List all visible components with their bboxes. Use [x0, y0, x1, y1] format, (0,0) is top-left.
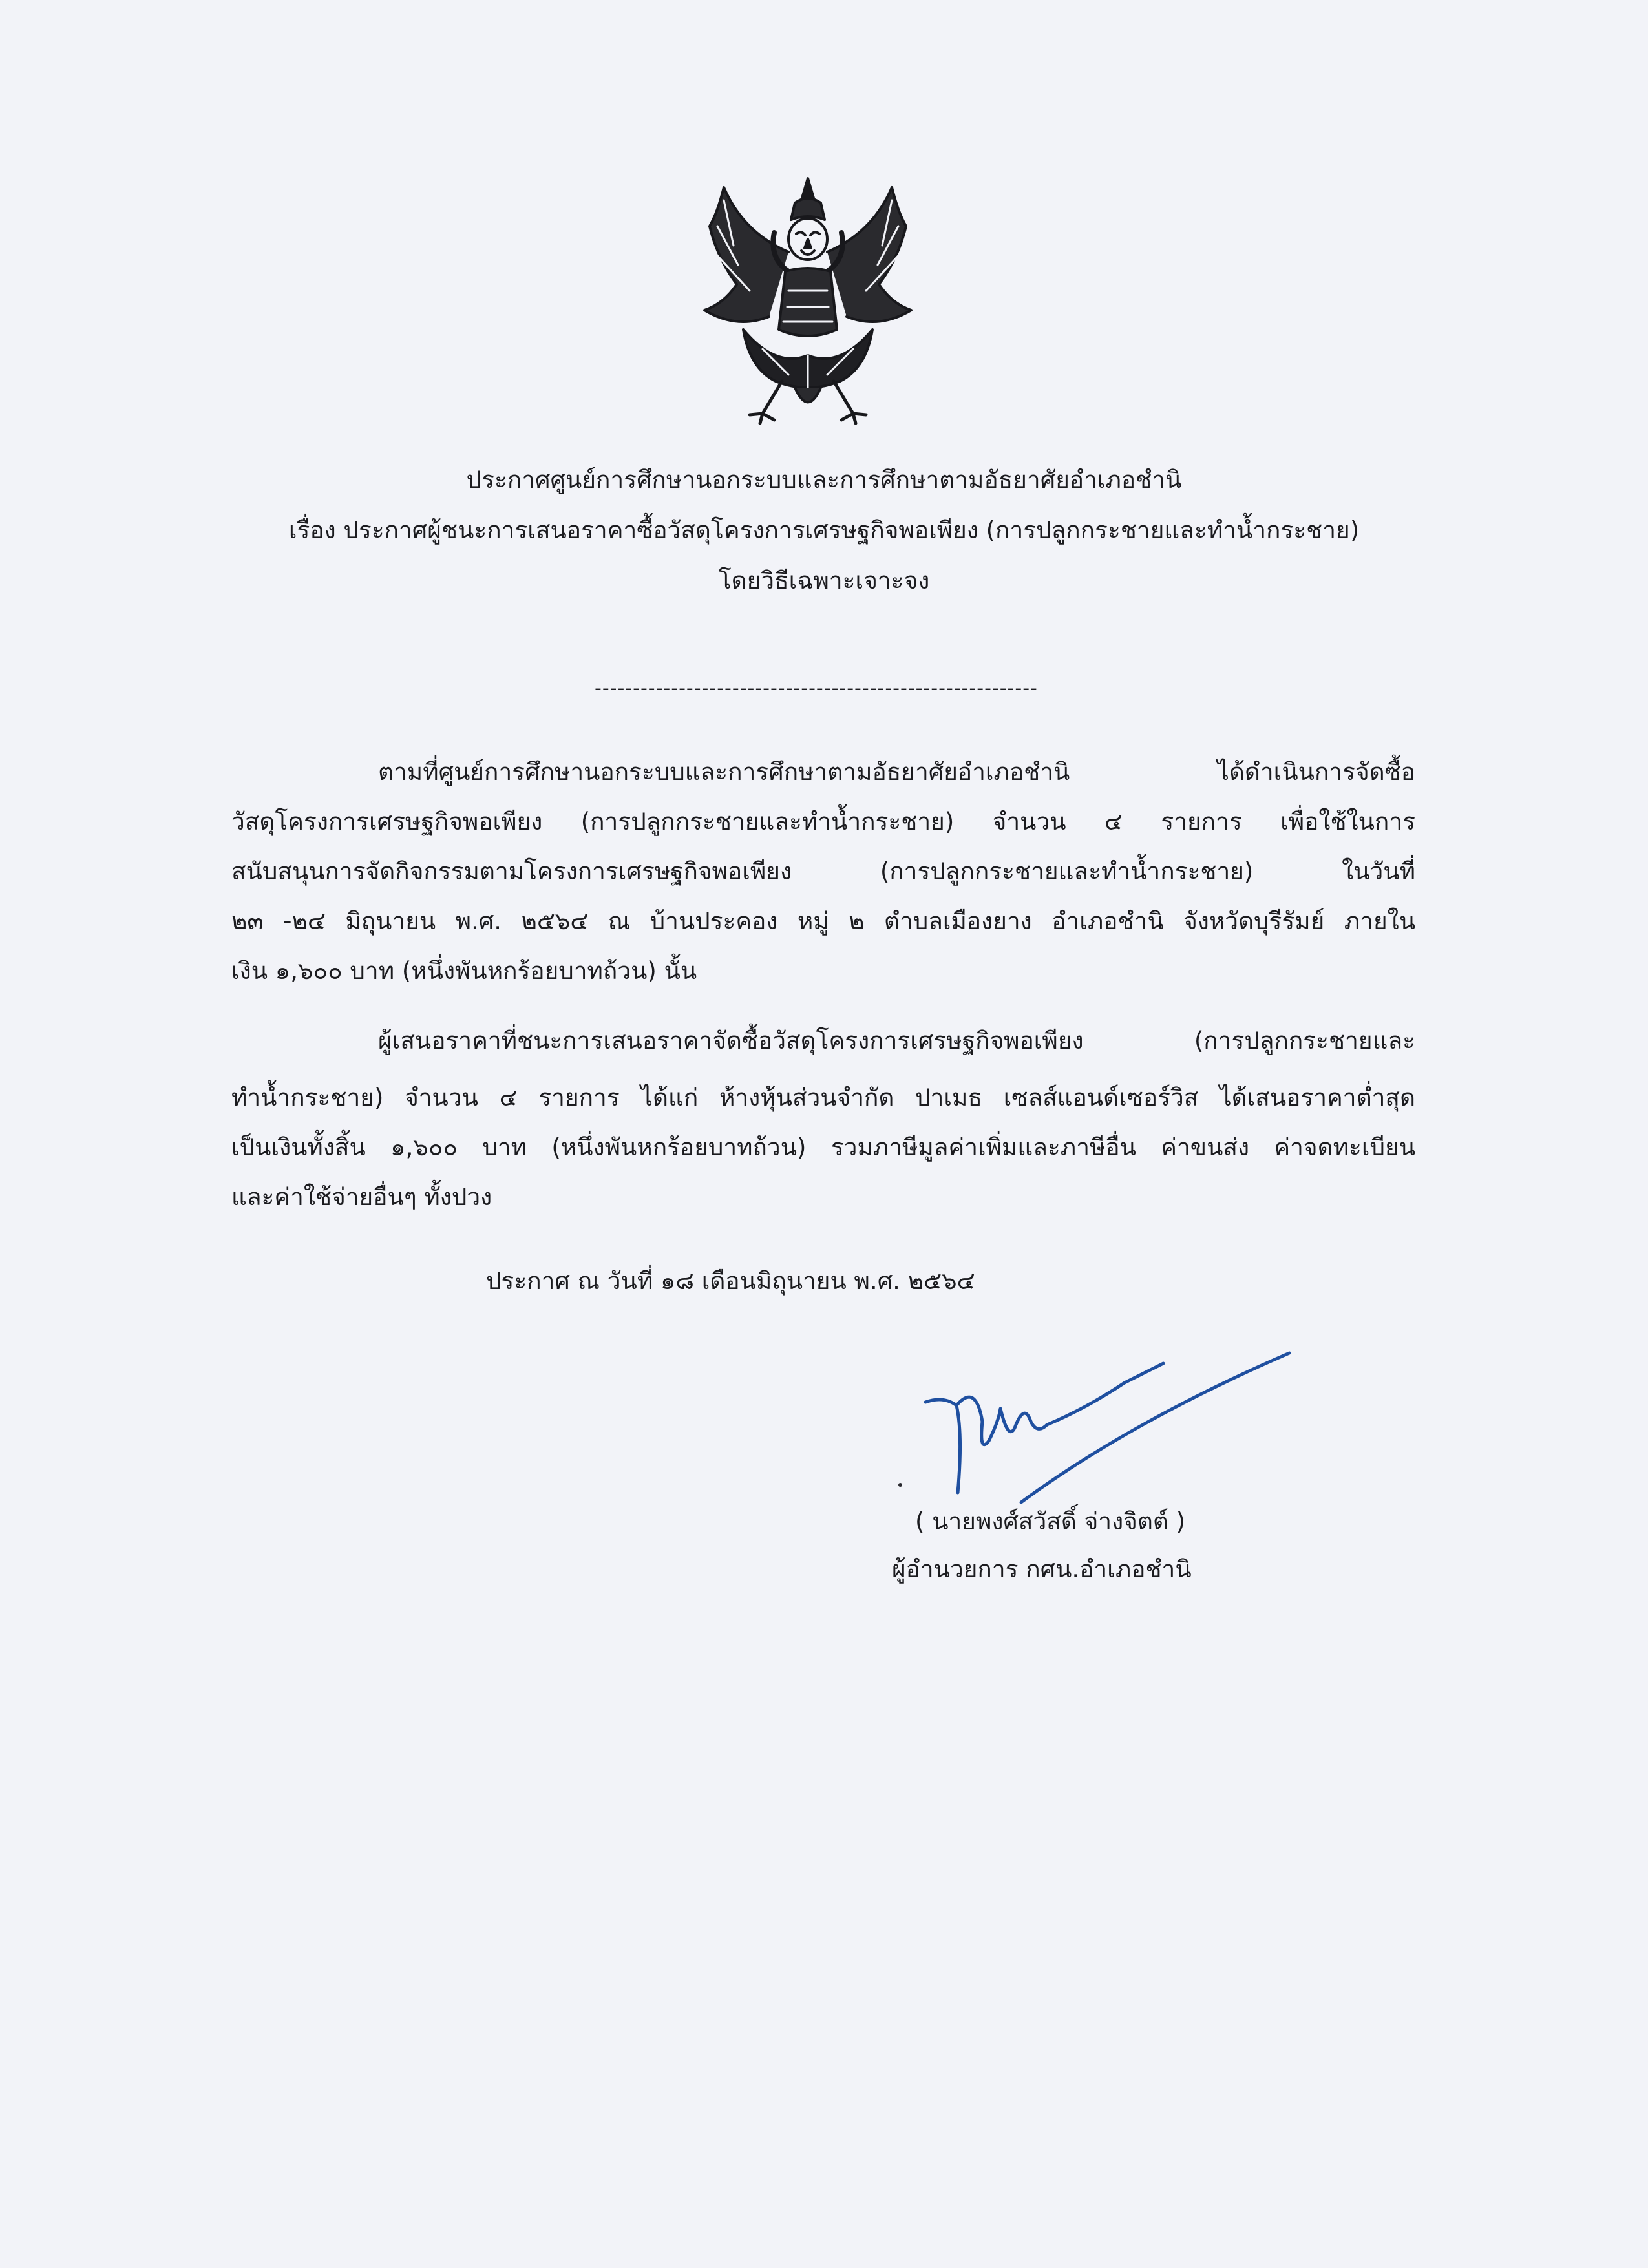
- signer-title: ผู้อำนวยการ กศน.อำเภอชำนิ: [892, 1555, 1192, 1583]
- announcement-subject: เรื่อง ประกาศผู้ชนะการเสนอราคาซื้อวัสดุโครงการเศรษฐกิจพอเพียง (การปลูกกระชายและทำน้ำกระชาย): [288, 516, 1360, 544]
- paragraph-line: สนับสนุนการจัดกิจกรรมตามโครงการเศรษฐกิจพอเพียง (การปลูกกระชายและทำน้ำกระชาย) ในวันที่: [231, 857, 1415, 885]
- paragraph-line: เป็นเงินทั้งสิ้น ๑,๖๐๐ บาท (หนึ่งพันหกร้อยบาทถ้วน) รวมภาษีมูลค่าเพิ่มและภาษีอื่น ค่าขนส่ง ค่าจดทะเบียน: [231, 1133, 1415, 1161]
- paragraph-line: เงิน ๑,๖๐๐ บาท (หนึ่งพันหกร้อยบาทถ้วน) นั้น: [231, 957, 697, 985]
- paragraph-line: วัสดุโครงการเศรษฐกิจพอเพียง (การปลูกกระชายและทำน้ำกระชาย) จำนวน ๔ รายการ เพื่อใช้ในการ: [231, 808, 1415, 835]
- title-separator: ----------------------------------------------------------: [595, 677, 1038, 700]
- signature-icon: [918, 1344, 1293, 1506]
- paragraph-line: ตามที่ศูนย์การศึกษานอกระบบและการศึกษาตามอัธยาศัยอำเภอชำนิ ได้ดำเนินการจัดซื้อ: [378, 758, 1415, 786]
- paragraph-line: ๒๓ -๒๔ มิถุนายน พ.ศ. ๒๕๖๔ ณ บ้านประคอง หมู่ ๒ ตำบลเมืองยาง อำเภอชำนิ จังหวัดบุรีรัมย์ ภายใน: [231, 907, 1415, 935]
- garuda-emblem-icon: [698, 174, 918, 426]
- announcement-title: ประกาศศูนย์การศึกษานอกระบบและการศึกษาตามอัธยาศัยอำเภอชำนิ: [466, 466, 1182, 494]
- announcement-date: ประกาศ ณ วันที่ ๑๘ เดือนมิถุนายน พ.ศ. ๒๕๖๔: [486, 1267, 975, 1295]
- signer-name: ( นายพงศ์สวัสดิ์ จ่างจิตต์ ): [915, 1507, 1186, 1535]
- paragraph-line: ผู้เสนอราคาที่ชนะการเสนอราคาจัดซื้อวัสดุโครงการเศรษฐกิจพอเพียง (การปลูกกระชายและ: [378, 1027, 1415, 1055]
- paragraph-line: และค่าใช้จ่ายอื่นๆ ทั้งปวง: [231, 1183, 492, 1211]
- ink-dot: [898, 1483, 902, 1487]
- announcement-method: โดยวิธีเฉพาะเจาะจง: [718, 567, 930, 594]
- paragraph-line: ทำน้ำกระชาย) จำนวน ๔ รายการ ได้แก่ ห้างหุ้นส่วนจำกัด ปาเมธ เซลส์แอนด์เซอร์วิส ได้เสนอราคาต่ำสุด: [231, 1084, 1415, 1111]
